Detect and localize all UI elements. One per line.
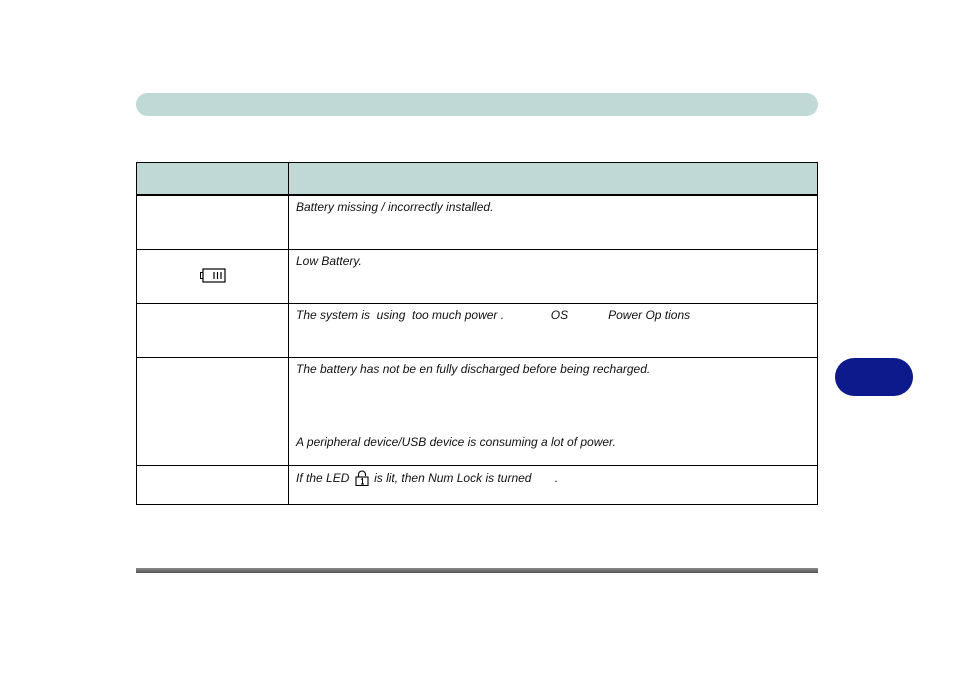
- solution-text: Low Battery.: [296, 253, 362, 268]
- led-text-before: If the LED: [296, 470, 350, 485]
- table-row: [137, 195, 818, 249]
- solution-text: [289, 466, 817, 486]
- troubleshooting-table: [136, 162, 818, 505]
- table-header-problem: [137, 163, 289, 196]
- footer-rule: [136, 568, 818, 573]
- solution-text-1: The battery has not be en fully discharged before being recharged.: [296, 361, 651, 376]
- page-header-bar: [136, 93, 818, 116]
- solution-cell: [289, 249, 818, 303]
- table-row: [137, 249, 818, 303]
- solution-cell: [289, 357, 818, 465]
- solution-text: The system is using too much power . OS Power Op tions: [296, 307, 691, 322]
- table-row: [137, 465, 818, 504]
- table-header-row: [137, 163, 818, 196]
- problem-cell: [137, 357, 289, 465]
- num-lock-icon: [355, 470, 369, 486]
- solution-cell: [289, 303, 818, 357]
- chapter-tab[interactable]: [835, 358, 913, 396]
- problem-cell: [137, 249, 289, 303]
- solution-cell: [289, 195, 818, 249]
- problem-cell: [137, 195, 289, 249]
- table-row: [137, 303, 818, 357]
- led-text-after: is lit, then Num Lock is turned .: [374, 470, 559, 485]
- battery-low-icon: [200, 268, 226, 283]
- solution-text: Battery missing / incorrectly installed.: [296, 200, 494, 214]
- problem-cell: [137, 303, 289, 357]
- table-header-solution: [289, 163, 818, 196]
- problem-cell: [137, 465, 289, 504]
- table-row: [137, 357, 818, 465]
- solution-cell: [289, 465, 818, 504]
- solution-text-2: A peripheral device/USB device is consuming a lot of power.: [296, 434, 616, 449]
